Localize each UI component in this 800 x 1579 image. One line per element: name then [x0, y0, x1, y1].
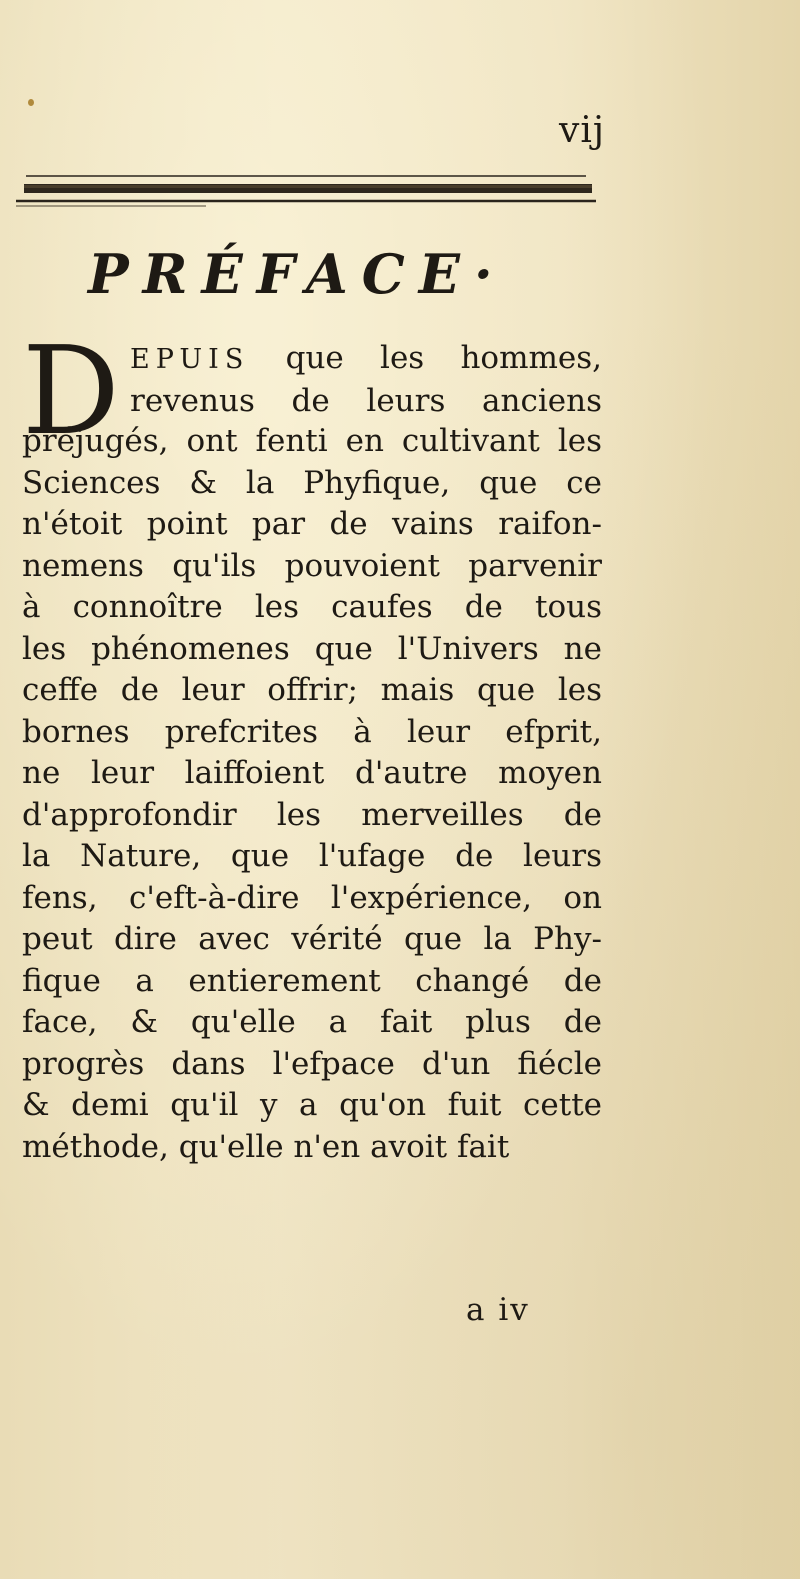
body-line: bornes prefcrites à leur efprit, [22, 713, 602, 750]
body-line: Sciences & la Phyfique, que ce [22, 464, 602, 501]
drop-cap: D [22, 320, 120, 462]
smallcaps-word: EPUIS [130, 344, 250, 375]
line-text: revenus de leurs anciens [130, 382, 602, 419]
body-line: la Nature, que l'ufage de leurs [22, 838, 602, 874]
body-line: les phénomenes que l'Univers ne [22, 630, 602, 667]
body-line: n'étoit point par de vains raifon- [22, 506, 602, 542]
decorative-headband [6, 170, 596, 218]
body-line: nemens qu'ils pouvoient parvenir [22, 547, 602, 584]
opening-lines [22, 338, 602, 422]
body-line: ceffe de leur offrir; mais que les [22, 672, 602, 708]
line-text: que les hommes, [249, 340, 602, 376]
body-line: ne leur laiffoient d'autre moyen [22, 755, 602, 791]
signature-mark: a iv [466, 1292, 530, 1328]
body-line: fique a entierement changé de [22, 962, 602, 999]
body-line: d'approfondir les merveilles de [22, 796, 602, 833]
body-line: à connoître les caufes de tous [22, 589, 602, 625]
ink-spot [28, 99, 34, 106]
body-line: fens, c'eft-à-dire l'expérience, on [22, 879, 602, 916]
opening-line-1 [22, 338, 602, 381]
body-line: & demi qu'il y a qu'on fuit cette [22, 1087, 602, 1123]
body-text [22, 421, 602, 1168]
body-line: peut dire avec vérité que la Phy- [22, 921, 602, 957]
body-line: préjugés, ont fenti en cultivant les [22, 423, 602, 459]
opening-line-2 [22, 381, 602, 423]
body-line: face, & qu'elle a fait plus de [22, 1004, 602, 1040]
body-line: progrès dans l'efpace d'un fiécle [22, 1045, 602, 1082]
page-number: vij [558, 110, 605, 151]
page-title: PRÉFACE· [88, 242, 507, 306]
body-line: méthode, qu'elle n'en avoit fait [22, 1128, 510, 1165]
